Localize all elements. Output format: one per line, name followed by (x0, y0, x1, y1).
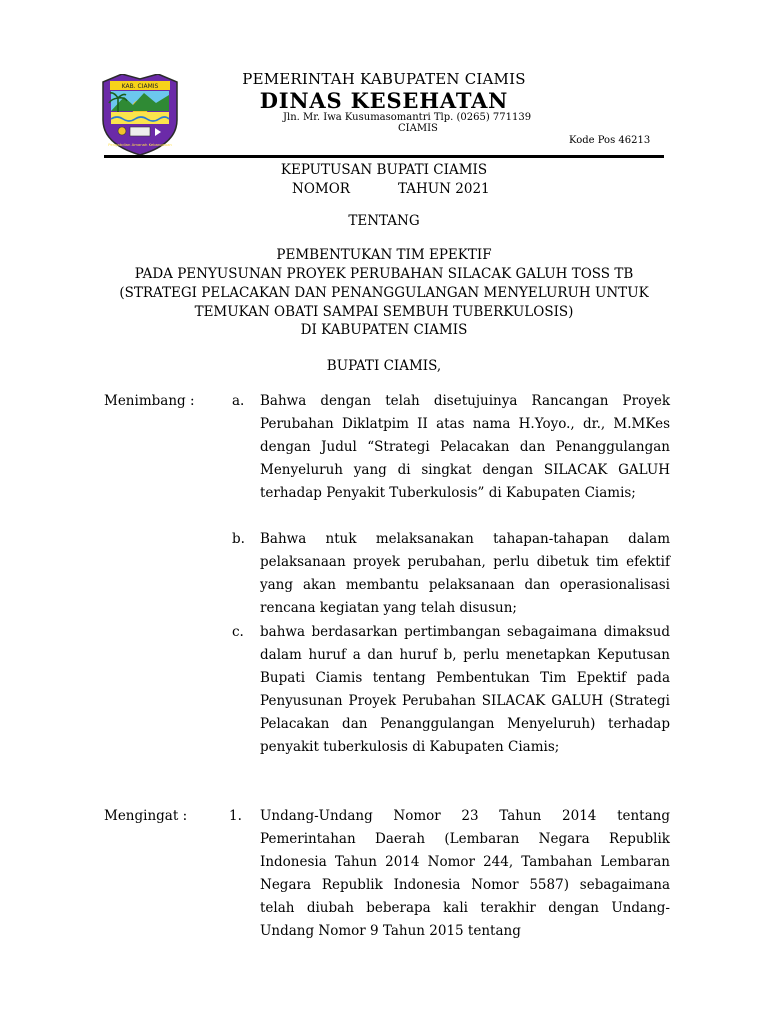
postal-code: Kode Pos 46213 (569, 135, 651, 146)
mengingat-1-text: Undang-Undang Nomor 23 Tahun 2014 tentang Pemerintahan Daerah (Lembaran Negara Republik Indonesia Tahun 2014 Nomor 244, Tambahan Lembaran Negara Republik Indonesia Nomor 5587) sebagaimana telah diubah beberapa kali terakhir dengan Undang-Undang Nomor 9 Tahun 2015 tentang (260, 808, 670, 939)
nomor-label: NOMOR (292, 181, 350, 197)
menimbang-a-marker: a. (232, 393, 245, 409)
menimbang-label: Menimbang : (104, 393, 195, 409)
address: Jln. Mr. Iwa Kusumasomantri Tlp. (0265) 771139 (283, 112, 532, 123)
logo-text-bottom: Pengabdian Amanah Kebangsaan (108, 142, 172, 147)
mengingat-1-marker: 1. (229, 808, 242, 824)
menimbang-c-text: bahwa berdasarkan pertimbangan sebagaimana dimaksud dalam huruf a dan huruf b, perlu menetapkan Keputusan Bupati Ciamis tentang Pembentukan Tim Epektif pada Penyusunan Proyek Perubahan SILACAK GALUH (Strategi Pelacakan dan Penanggulangan Menyeluruh) terhadap penyakit tuberkulosis di Kabupaten Ciamis; (260, 624, 670, 755)
letterhead-rule (104, 155, 664, 158)
logo-text-top: KAB. CIAMIS (121, 83, 159, 90)
tahun-label: TAHUN 2021 (398, 181, 490, 197)
menimbang-a-text: Bahwa dengan telah disetujuinya Rancangan Proyek Perubahan Diklatpim II atas nama H.Yoyo., dr., M.MKes dengan Judul “Strategi Pelacakan dan Penanggulangan Menyeluruh yang di singkat dengan SILACAK GALUH terhadap Penyakit Tuberkulosis” di Kabupaten Ciamis; (260, 393, 670, 501)
mengingat-label: Mengingat : (104, 808, 188, 824)
subject-line-4: TEMUKAN OBATI SAMPAI SEMBUH TUBERKULOSIS) (194, 304, 574, 320)
subject-line-3: (STRATEGI PELACAKAN DAN PENANGGULANGAN MENYELURUH UNTUK (119, 285, 649, 301)
org-line-2: DINAS KESEHATAN (259, 88, 509, 113)
menimbang-b-marker: b. (232, 531, 245, 547)
menimbang-b-text: Bahwa ntuk melaksanakan tahapan-tahapan dalam pelaksanaan proyek perubahan, perlu dibetuk tim efektif yang akan membantu pelaksanaan dan operasionalisasi rencana kegiatan yang telah disusun; (260, 531, 670, 616)
tentang-heading: TENTANG (348, 213, 420, 229)
subject-line-2: PADA PENYUSUNAN PROYEK PERUBAHAN SILACAK GALUH TOSS TB (134, 266, 634, 282)
decree-title: KEPUTUSAN BUPATI CIAMIS (280, 162, 488, 178)
subject-line-1: PEMBENTUKAN TIM EPEKTIF (276, 247, 492, 263)
menimbang-c-marker: c. (232, 624, 244, 640)
subject-line-5: DI KABUPATEN CIAMIS (300, 322, 468, 338)
city: CIAMIS (398, 123, 438, 134)
org-line-1: PEMERINTAH KABUPATEN CIAMIS (242, 70, 526, 88)
signatory: BUPATI CIAMIS, (326, 358, 442, 374)
